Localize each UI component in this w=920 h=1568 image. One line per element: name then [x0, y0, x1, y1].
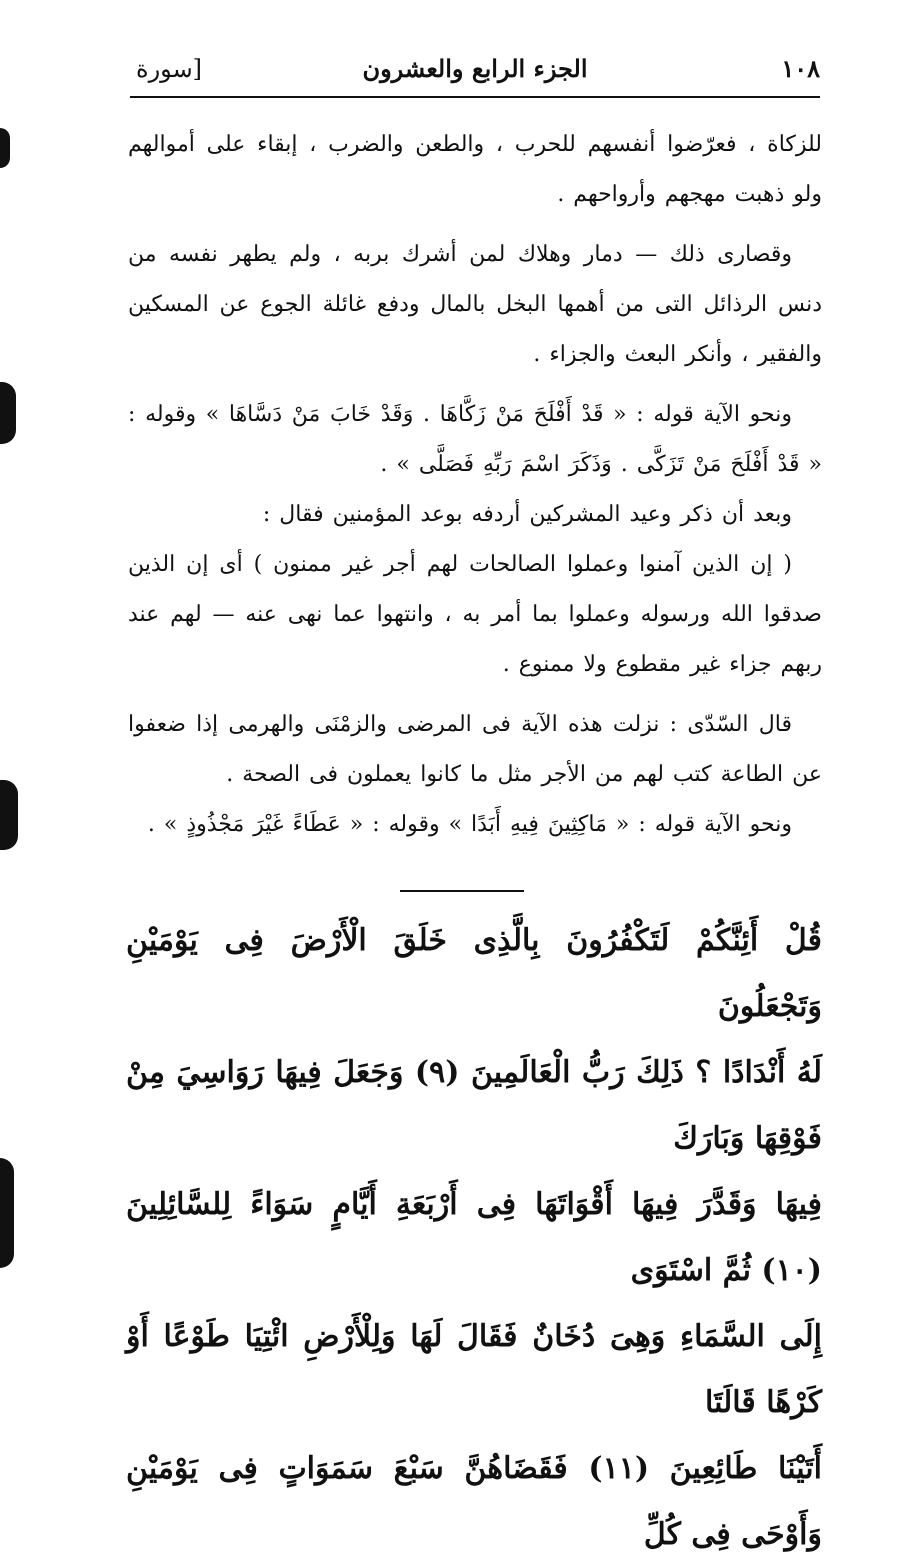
section-divider — [400, 890, 524, 892]
scan-edge-mark — [0, 780, 18, 850]
header-rule — [130, 96, 820, 98]
verse-line: لَهُ أَنْدَادًا ؟ ذَلِكَ رَبُّ الْعَالَمِينَ (٩) وَجَعَلَ فِيهَا رَوَاسِيَ مِنْ فَوْقِهَا وَبَارَكَ — [126, 1055, 822, 1156]
paragraph: وقصارى ذلك — دمار وهلاك لمن أشرك بربه ، ولم يطهر نفسه من دنس الرذائل التى من أهمها البخل بالمال ودفع غائلة الجوع عن المسكين والفقير ، وأنكر البعث والجزاء . — [128, 242, 822, 367]
paragraph: للزكاة ، فعرّضوا أنفسهم للحرب ، والطعن والضرب ، إبقاء على أموالهم ولو ذهبت مهجهم وأرواحهم . — [128, 132, 822, 207]
page-header — [130, 50, 820, 94]
verse-line: فِيهَا وَقَدَّرَ فِيهَا أَقْوَاتَهَا فِى أَرْبَعَةِ أَيَّامٍ سَوَاءً لِلسَّائِلِينَ (١٠) ثُمَّ اسْتَوَى — [126, 1187, 822, 1288]
scan-edge-mark — [0, 128, 10, 168]
commentary-text — [128, 120, 822, 850]
page-number: ١٠٨ — [781, 54, 820, 83]
verse-line: إِلَى السَّمَاءِ وَهِىَ دُخَانٌ فَقَالَ لَهَا وَلِلْأَرْضِ ائْتِيَا طَوْعًا أَوْ كَرْهًا قَالَتَا — [126, 1319, 822, 1420]
paragraph: ( إن الذين آمنوا وعملوا الصالحات لهم أجر غير ممنون ) أى إن الذين صدقوا الله ورسوله وعملوا بما أمر به ، وانتهوا عما نهى عنه — لهم عند ربهم جزاء غير مقطوع ولا ممنوع . — [128, 552, 822, 677]
scan-edge-mark — [0, 382, 16, 444]
paragraph: وبعد أن ذكر وعيد المشركين أردفه بوعد المؤمنين فقال : — [262, 502, 792, 527]
verse-line: قُلْ أَئِنَّكُمْ لَتَكْفُرُونَ بِالَّذِى خَلَقَ الْأَرْضَ فِى يَوْمَيْنِ وَتَجْعَلُونَ — [126, 923, 822, 1024]
running-title: الجزء الرابع والعشرون — [362, 54, 588, 83]
surah-tag: [سورة — [136, 55, 203, 83]
scan-edge-mark — [0, 1158, 14, 1268]
paragraph: ونحو الآية قوله : « مَاكِثِينَ فِيهِ أَبَدًا » وقوله : « عَطَاءً غَيْرَ مَجْذُوذٍ » . — [147, 812, 792, 837]
paragraph: ونحو الآية قوله : « قَدْ أَفْلَحَ مَنْ زَكَّاهَا . وَقَدْ خَابَ مَنْ دَسَّاهَا » وقوله : « قَدْ أَفْلَحَ مَنْ تَزَكَّى . وَذَكَرَ اسْمَ رَبِّهِ فَصَلَّى » . — [128, 402, 822, 477]
paragraph: قال السّدّى : نزلت هذه الآية فى المرضى والزمْنَى والهرمى إذا ضعفوا عن الطاعة كتب لهم من الأجر مثل ما كانوا يعملون فى الصحة . — [128, 712, 822, 787]
verse-line: أَتَيْنَا طَائِعِينَ (١١) فَقَضَاهُنَّ سَبْعَ سَمَوَاتٍ فِى يَوْمَيْنِ وَأَوْحَى فِى كُلِّ — [126, 1451, 822, 1552]
quran-verses — [126, 908, 822, 1568]
